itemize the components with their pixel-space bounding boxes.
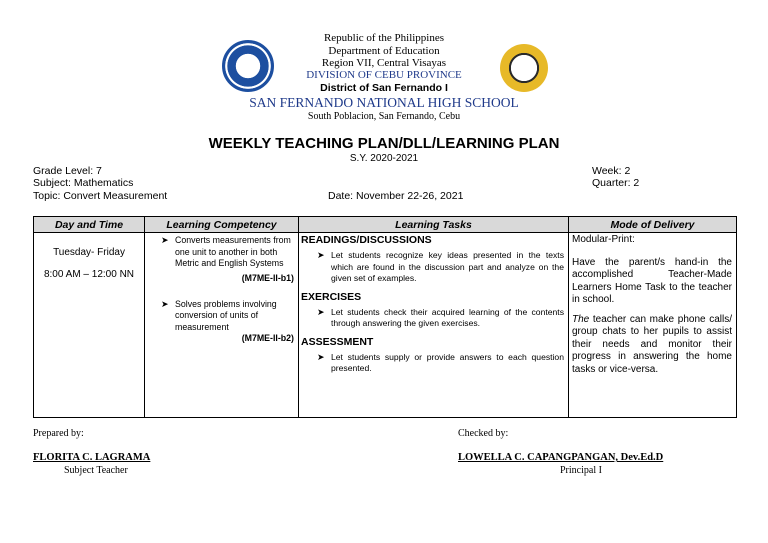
arrow-bullet-icon: ➤ xyxy=(317,306,325,317)
topic: Topic: Convert Measurement xyxy=(33,190,168,202)
page-title: WEEKLY TEACHING PLAN/DLL/LEARNING PLAN xyxy=(208,135,560,152)
school-name: SAN FERNANDO NATIONAL HIGH SCHOOL xyxy=(249,95,519,110)
task-heading: ASSESSMENT xyxy=(301,335,374,348)
arrow-bullet-icon: ➤ xyxy=(317,250,325,260)
checked-by-label: Checked by: xyxy=(458,428,509,439)
header-region: Region VII, Central Visayas xyxy=(321,57,447,69)
arrow-bullet-icon: ➤ xyxy=(161,298,169,309)
tasks-cell xyxy=(299,233,569,418)
arrow-bullet-icon: ➤ xyxy=(161,235,169,245)
mode-paragraph-2-emphasis: The xyxy=(572,313,590,325)
arrow-bullet-icon: ➤ xyxy=(317,351,325,362)
prepared-by-name: FLORITA C. LAGRAMA xyxy=(33,452,151,463)
header-mode: Mode of Delivery xyxy=(569,217,737,233)
table-row xyxy=(34,233,737,418)
mode-paragraph-2-text: teacher can make phone calls/ group chats to her pupils to assist their needs and monitor their progress in answering the home tasks or vice-versa. xyxy=(572,313,733,375)
competency-code: (M7ME-II-b1) xyxy=(241,272,294,283)
school-address: South Poblacion, San Fernando, Cebu xyxy=(307,111,461,122)
header-tasks: Learning Tasks xyxy=(299,217,569,233)
mode-paragraph-1: Have the parent/s hand-in the accomplished Teacher-Made Learners Home Task to the teacher in school. xyxy=(572,256,732,305)
school-year: S.Y. 2020-2021 xyxy=(349,153,419,164)
plan-table xyxy=(33,216,737,418)
competency-text: Solves problems involving conversion of units of measurement xyxy=(175,298,277,332)
week: Week: 2 xyxy=(592,165,631,177)
table-header-row xyxy=(34,217,737,233)
task-text: Let students supply or provide answers to each question presented. xyxy=(331,351,564,373)
prepared-by-role: Subject Teacher xyxy=(64,465,128,476)
task-item xyxy=(301,352,564,375)
task-text: Let students recognize key ideas presented in the texts which are found in the discussion part and analyze on the given set of examples. xyxy=(331,250,564,283)
task-heading: EXERCISES xyxy=(301,290,362,303)
competency-item xyxy=(161,299,294,334)
competency-code: (M7ME-II-b2) xyxy=(241,333,294,343)
header-district: District of San Fernando I xyxy=(320,82,448,94)
header-republic: Republic of the Philippines xyxy=(323,32,445,44)
grade-level: Grade Level: 7 xyxy=(33,165,102,177)
mode-paragraph-2 xyxy=(572,314,732,377)
mode-title: Modular-Print: xyxy=(572,234,635,245)
day-time-cell xyxy=(34,233,145,418)
competency-text: Converts measurements from one unit to another in both Metric and English Systems xyxy=(175,235,291,268)
quarter: Quarter: 2 xyxy=(592,177,640,189)
header-competency: Learning Competency xyxy=(145,217,299,233)
header-day-time: Day and Time xyxy=(34,217,145,233)
time-text: 8:00 AM – 12:00 NN xyxy=(43,269,135,280)
checked-by-name: LOWELLA C. CAPANGPANGAN, Dev.Ed.D xyxy=(458,452,664,463)
task-item xyxy=(301,307,564,330)
competency-item xyxy=(161,235,294,270)
subject: Subject: Mathematics xyxy=(33,177,134,189)
competency-cell xyxy=(145,233,299,418)
mode-cell xyxy=(569,233,737,418)
date: Date: November 22-26, 2021 xyxy=(328,190,464,202)
task-item xyxy=(301,250,564,285)
task-heading: READINGS/DISCUSSIONS xyxy=(301,234,432,246)
prepared-by-label: Prepared by: xyxy=(33,428,84,439)
checked-by-role: Principal I xyxy=(560,465,602,476)
header-division: DIVISION OF CEBU PROVINCE xyxy=(306,69,462,81)
day-text: Tuesday- Friday xyxy=(53,247,125,258)
header-department: Department of Education xyxy=(328,45,440,57)
task-text: Let students check their acquired learning of the contents through answering the given exercises. xyxy=(331,306,564,328)
